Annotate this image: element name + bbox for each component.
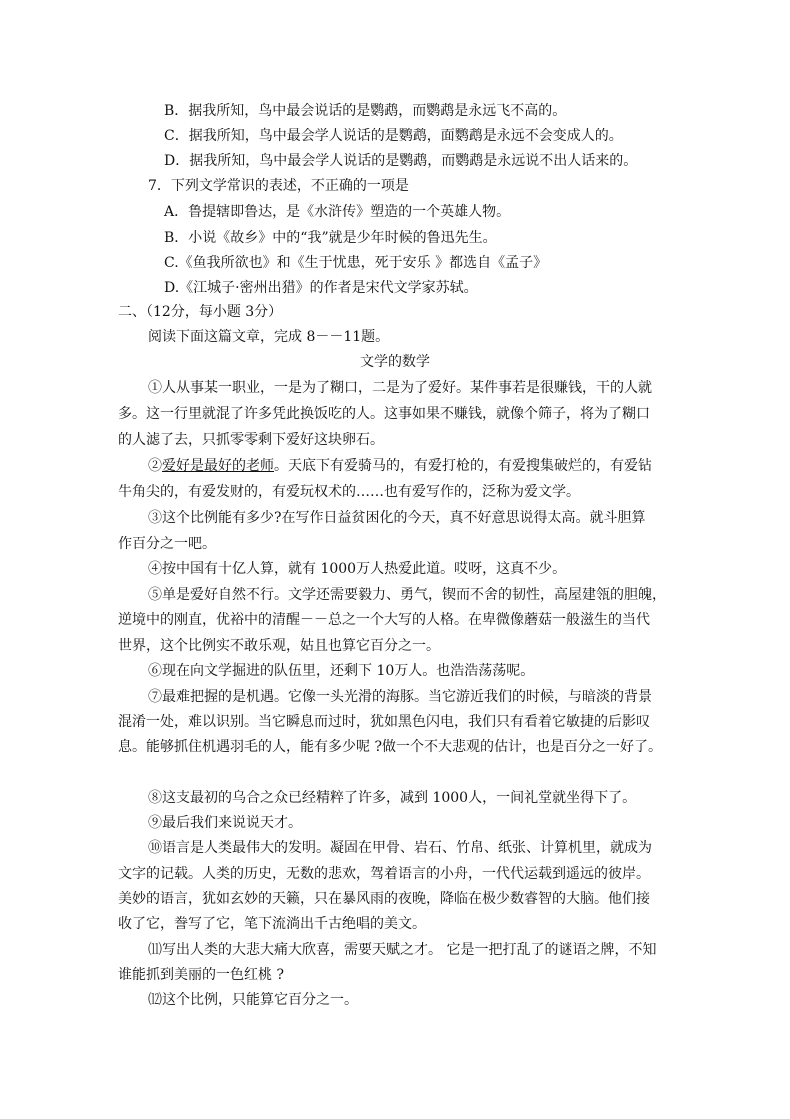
q7-stem: 7．下列文学常识的表述，不正确的一项是 — [148, 178, 409, 194]
paragraph-2-line-2: 牛角尖的，有爱发财的，有爱玩权术的……也有爱写作的，泛称为爱文学。 — [118, 484, 580, 500]
q7-option-a: A．鲁提辖即鲁达，是《水浒传》塑造的一个英雄人物。 — [164, 204, 511, 220]
paragraph-2-rest: 。天底下有爱骑马的，有爱打枪的，有爱搜集破烂的，有爱钻 — [274, 458, 652, 474]
q7-option-c: C.《鱼我所欲也》和《生于忧患，死于安乐 》都选自《孟子》 — [164, 255, 548, 271]
paragraph-7-line-1: ⑦最难把握的是机遇。它像一头光滑的海豚。当它游近我们的时候，与暗淡的背景 — [148, 689, 652, 705]
paragraph-2-line-1 — [148, 456, 652, 476]
paragraph-10-line-4: 收了它，誊写了它，笔下流淌出千古绝唱的美文。 — [118, 916, 426, 932]
paragraph-1-line-2: 多。这一行里就混了许多凭此换饭吃的人。这事如果不赚钱，就像个筛子，将为了糊口 — [118, 406, 650, 422]
paragraph-3-line-2: 作百分之一吧。 — [118, 536, 216, 552]
paragraph-11-line-1: ⑾写出人类的大悲大痛大欣喜，需要天赋之才。 它是一把打乱了的谜语之牌，不知 — [148, 942, 657, 958]
paragraph-3-line-1: ③这个比例能有多少?在写作日益贫困化的今天，真不好意思说得太高。就斗胆算 — [148, 510, 646, 526]
paragraph-7-line-2: 混淆一处，难以识别。当它瞬息而过时，犹如黑色闪电，我们只有看着它敏捷的后影叹 — [118, 714, 650, 730]
q7-option-d: D.《江城子·密州出猎》的作者是宋代文学家苏轼。 — [164, 280, 478, 296]
paragraph-11-line-2: 谁能抓到美丽的一色红桃 ? — [118, 967, 284, 983]
paragraph-8: ⑧这支最初的乌合之众已经精粹了许多，减到 1000人，一间礼堂就坐得下了。 — [148, 790, 637, 806]
paragraph-1-line-1: ①人从事某一职业，一是为了糊口，二是为了爱好。某件事若是很赚钱，干的人就 — [148, 380, 652, 396]
paragraph-2-marker: ② — [148, 458, 162, 474]
section-2-heading: 二、（12分，每小题 3分） — [118, 304, 283, 320]
paragraph-10-line-2: 文字的记载。人类的历史，无数的悲欢，驾着语言的小舟，一代代运载到遥远的彼岸。 — [118, 866, 650, 882]
paragraph-4: ④按中国有十亿人算，就有 1000万人热爱此道。哎呀，这真不少。 — [148, 561, 567, 577]
paragraph-6: ⑥现在向文学掘进的队伍里，还剩下 10万人。也浩浩荡荡呢。 — [148, 663, 535, 679]
paragraph-5-line-1: ⑤单是爱好自然不行。文学还需要毅力、勇气，锲而不舍的韧性，高屋建瓴的胆魄， — [148, 587, 666, 603]
article-title: 文学的数学 — [360, 354, 430, 370]
paragraph-5-line-3: 世界，这个比例实不敢乐观，姑且也算它百分之一。 — [118, 638, 440, 654]
q6-option-d: D．据我所知，鸟中最会学人说话的是鹦鹉，而鹦鹉是永远说不出人话来的。 — [164, 153, 638, 169]
q7-option-b: B．小说《故乡》中的“我”就是少年时候的鲁迅先生。 — [164, 230, 497, 246]
paragraph-10-line-1: ⑩语言是人类最伟大的发明。凝固在甲骨、岩石、竹帛、纸张、计算机里，就成为 — [148, 840, 652, 856]
paragraph-7-line-3: 息。能够抓住机遇羽毛的人，能有多少呢 ?做一个不大悲观的估计，也是百分之一好了。 — [118, 739, 662, 755]
underlined-phrase: 爱好是最好的老师 — [162, 458, 274, 474]
section-2-instruction: 阅读下面这篇文章，完成 8－－11题。 — [148, 329, 390, 345]
paragraph-5-line-2: 逆境中的刚直，优裕中的清醒－－总之一个大写的人格。在卑微像蘑菇一般滋生的当代 — [118, 612, 650, 628]
q6-option-b: B．据我所知，鸟中最会说话的是鹦鹉，而鹦鹉是永远飞不高的。 — [164, 103, 567, 119]
paragraph-12: ⑿这个比例，只能算它百分之一。 — [148, 992, 358, 1008]
q6-option-c: C．据我所知，鸟中最会学人说话的是鹦鹉，面鹦鹉是永远不会变成人的。 — [164, 128, 623, 144]
paragraph-9: ⑨最后我们来说说天才。 — [148, 815, 302, 831]
paragraph-10-line-3: 美妙的语言，犹如玄妙的天籁，只在暴风雨的夜晚，降临在极少数睿智的大脑。他们接 — [118, 891, 650, 907]
paragraph-1-line-3: 的人滤了去，只抓零零剩下爱好这块卵石。 — [118, 432, 384, 448]
